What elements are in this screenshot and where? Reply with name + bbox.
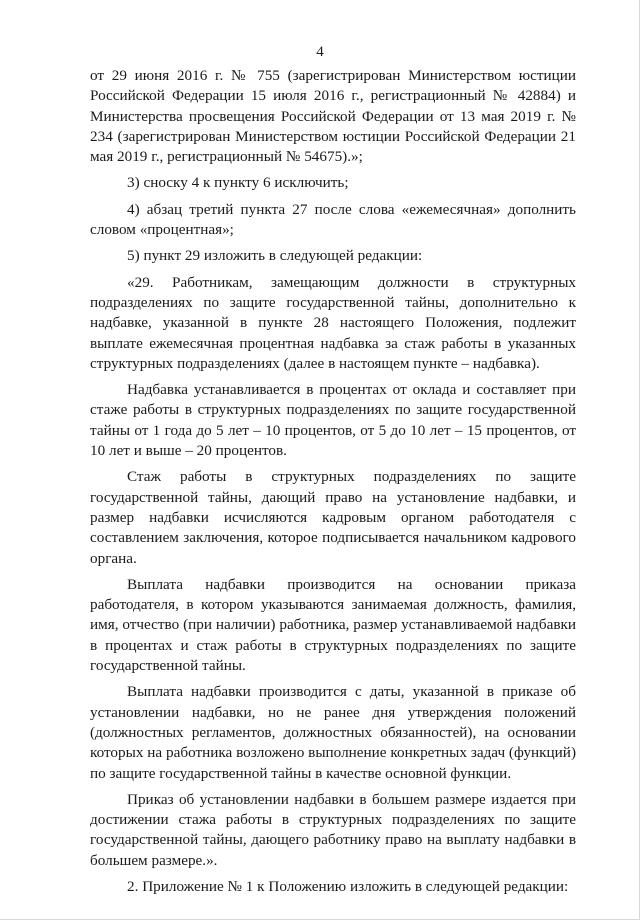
paragraph-item-5: 5) пункт 29 изложить в следующей редакции:	[127, 247, 423, 265]
paragraph-seniority-calculation: Стаж работы в структурных подразделениях по защите государственной тайны, дающий право на установление надбавки, и размер надбавки исчисляются кадровым органом работодателя с составлением заключения, которое подписывается начальником кадрового органа.	[90, 468, 576, 567]
paragraph-continuation: от 29 июня 2016 г. № 755 (зарегистрирован Министерством юстиции Российской Федерации 15 июля 2016 г., регистрационный № 42884) и Министерства просвещения Российской Федерации от 13 мая 2019 г. № 234 (зарегистрирован Министерством юстиции Российской Федерации 21 мая 2019 г., регистрационный № 54675).»;	[90, 67, 576, 166]
paragraph-payment-date: Выплата надбавки производится с даты, указанной в приказе об установлении надбавки, но не ранее дня утверждения положений (должностных регламентов, должностных обязанностей), на основании которых на работника возложено выполнение конкретных задач (функций) по защите государственной тайны в качестве основной функции.	[90, 683, 576, 782]
paragraph-higher-allowance: Приказ об установлении надбавки в большем размере издается при достижении стажа работы в структурных подразделениях по защите государственной тайны, дающего работнику право на выплату надбавки в большем размере.».	[90, 790, 576, 869]
page-number: 4	[316, 44, 324, 60]
paragraph-item-3: 3) сноску 4 к пункту 6 исключить;	[127, 174, 349, 192]
document-body	[90, 66, 576, 897]
paragraph-allowance-rates: Надбавка устанавливается в процентах от оклада и составляет при стаже работы в структурных подразделениях по защите государственной тайны от 1 года до 5 лет – 10 процентов, от 5 до 10 лет – 15 процентов, от 10 лет и выше – 20 процентов.	[90, 381, 576, 460]
paragraph-order-basis: Выплата надбавки производится на основании приказа работодателя, в котором указываются занимаемая должность, фамилия, имя, отчество (при наличии) работника, размер устанавливаемой надбавки в процентах и стаж работы в структурных подразделениях по защите государственной тайны.	[90, 575, 576, 675]
paragraph-clause-29: «29. Работникам, замещающим должности в структурных подразделениях по защите государственной тайны, дополнительно к надбавке, указанной в пункте 28 настоящего Положения, подлежит выплате ежемесячная процентная надбавка за стаж работы в указанных структурных подразделениях (далее в настоящем пункте – надбавка).	[90, 273, 576, 372]
paragraph-appendix-1: 2. Приложение № 1 к Положению изложить в следующей редакции:	[127, 877, 569, 895]
paragraph-item-4: 4) абзац третий пункта 27 после слова «ежемесячная» дополнить словом «процентная»;	[90, 200, 576, 239]
